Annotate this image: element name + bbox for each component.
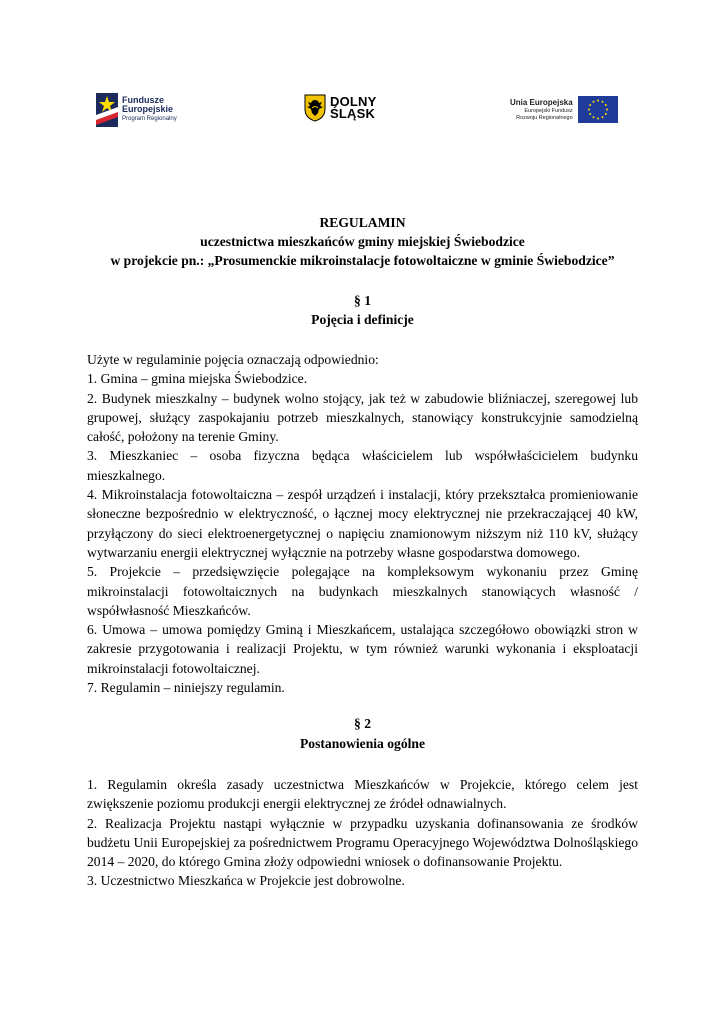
unia-text xyxy=(510,98,573,122)
section1-item: 4. Mikroinstalacja fotowoltaiczna – zespół urządzeń i instalacji, który przekształca promieniowanie słoneczne bezpośrednio w elektryczność, o łącznej mocy elektrycznej nie przekraczającej 40 kW, przyłączony do sieci elektroenergetycznej o napięciu znamionowym niższym niż 110 kV, służący wytwarzaniu energii elektrycznej wyłącznie na potrzeby własne gospodarstwa domowego. xyxy=(87,487,638,560)
fundusze-europejskie-logo xyxy=(96,93,177,127)
unia-line3: Rozwoju Regionalnego xyxy=(516,114,573,121)
dolny-slask-line2: ŚLĄSK xyxy=(330,106,376,121)
section1-intro: Użyte w regulaminie pojęcia oznaczają odpowiednio: xyxy=(87,352,379,367)
section2-item: 3. Uczestnictwo Mieszkańca w Projekcie jest dobrowolne. xyxy=(87,873,405,889)
unia-europejska-logo xyxy=(510,96,618,123)
section1-body xyxy=(87,350,638,697)
dolny-slask-text xyxy=(330,96,377,120)
eagle-shield-icon xyxy=(304,94,326,122)
section2-number: § 2 xyxy=(354,716,371,731)
section1-item: 3. Mieszkaniec – osoba fizyczna będąca właścicielem lub współwłaścicielem budynku mieszkalnego. xyxy=(87,448,638,483)
dolny-slask-line1: DOLNY xyxy=(330,94,377,109)
fundusze-line3: Program Regionalny xyxy=(122,116,177,122)
section1-item: 2. Budynek mieszkalny – budynek wolno stojący, jak też w zabudowie bliźniaczej, szeregowej lub grupowej, służący zaspokajaniu potrzeb mieszkalnych, stanowiący konstrukcyjnie samodzielną całość, położony na terenie Gminy. xyxy=(87,390,638,445)
unia-line2: Europejski Fundusz xyxy=(524,107,573,114)
section1-item: 7. Regulamin – niniejszy regulamin. xyxy=(87,680,285,696)
doc-subtitle-1: uczestnictwa mieszkańców gminy miejskiej Świebodzice xyxy=(200,234,525,249)
section1-item: 6. Umowa – umowa pomiędzy Gminą i Mieszkańcem, ustalająca szczegółowo obowiązki stron w zakresie przygotowania i realizacji Projektu, w tym również warunki wykonania i eksploatacji mikroinstalacji fotowoltaicznej. xyxy=(87,622,638,676)
dolny-slask-logo xyxy=(304,94,377,122)
section1-number: § 1 xyxy=(354,293,371,308)
section2-item: 2. Realizacja Projektu nastąpi wyłącznie w przypadku uzyskania dofinansowania ze środków budżetu Unii Europejskiej za pośrednictwem Programu Operacyjnego Województwa Dolnośląskiego 2014 – 2020, do którego Gmina złoży odpowiedni wniosek o dofinansowanie Projektu. xyxy=(87,815,638,870)
doc-subtitle-2: w projekcie pn.: „Prosumenckie mikroinstalacje fotowoltaiczne w gminie Świebodzice” xyxy=(110,253,615,268)
eu-flag-icon xyxy=(578,96,618,123)
section1-item: 1. Gmina – gmina miejska Świebodzice. xyxy=(87,371,308,387)
section2-heading: Postanowienia ogólne xyxy=(300,736,425,751)
section1-item: 5. Projekcie – przedsięwzięcie polegające na kompleksowym wykonaniu przez Gminę mikroinstalacji fotowoltaicznych na budynkach mieszkalnych stanowiących własność / współwłasność Mieszkańców. xyxy=(87,564,638,618)
section2-body xyxy=(87,775,638,891)
fundusze-text xyxy=(122,96,177,124)
doc-title: REGULAMIN xyxy=(319,215,406,230)
fundusze-line1: Fundusze xyxy=(122,95,164,105)
fundusze-flag-icon xyxy=(96,93,118,127)
unia-line1: Unia Europejska xyxy=(510,97,573,107)
header-logos xyxy=(0,90,725,140)
section1-heading: Pojęcia i definicje xyxy=(311,312,414,327)
fundusze-line2: Europejskie xyxy=(122,104,174,114)
section2-item: 1. Regulamin określa zasady uczestnictwa Mieszkańców w Projekcie, którego celem jest zwiększenie poziomu produkcji energii elektrycznej ze źródeł odnawialnych. xyxy=(87,777,638,812)
